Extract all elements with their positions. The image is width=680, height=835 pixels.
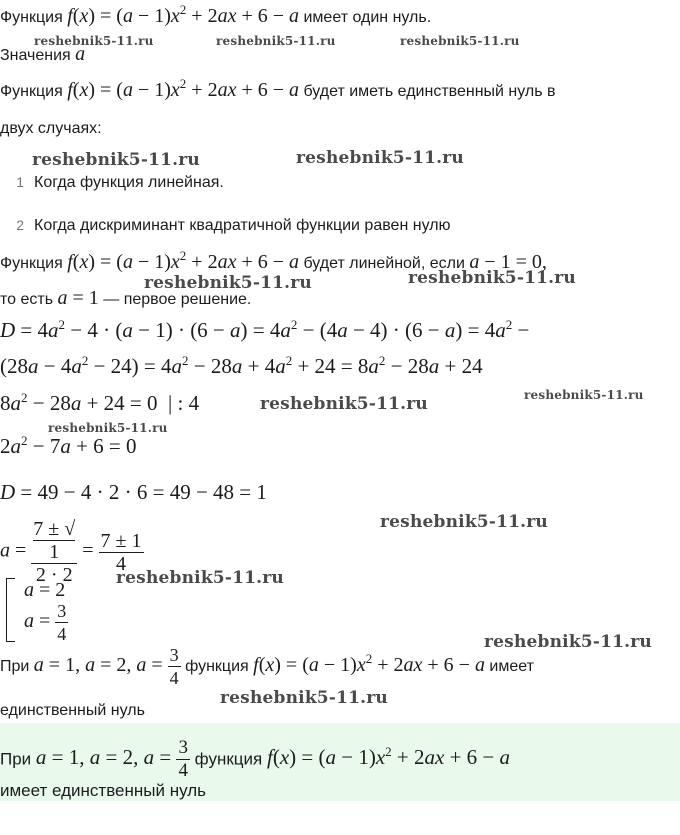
system-bracket (6, 578, 15, 642)
root-1: a = 2 (24, 579, 66, 601)
watermark: reshebnik5-11.ru (220, 688, 388, 708)
watermark: reshebnik5-11.ru (524, 388, 644, 402)
conclusion-line: При a = 1, a = 2, a = $\frac{3}{4}$ функция $f(x) = (a - 1)x^2 + 2ax + 6 - a$ имеет (0, 645, 534, 688)
linear-case-line: Функция $f(x) = (a - 1)x^2 + 2ax + 6 - a$ будет линейной, если a − 1 = 0, (0, 248, 547, 273)
first-solution-line: то есть a = 1 — первое решение. (0, 287, 252, 309)
roots-formula: a = 7 ± √ 1 2 · 2 = $\frac{7 \pm 1}{4}$ (0, 518, 142, 586)
watermark: reshebnik5-11.ru (380, 512, 548, 532)
function-formula: $f(x) = (a - 1)x^2 + 2ax + 6 - a$ (67, 2, 300, 27)
root-2: a = $\frac{3}{4}$ (24, 601, 67, 644)
watermark: reshebnik5-11.ru (296, 148, 464, 168)
watermark: reshebnik5-11.ru (116, 568, 284, 588)
watermark: reshebnik5-11.ru (260, 394, 428, 414)
watermark: reshebnik5-11.ru (144, 273, 312, 293)
cases-intro-line: Функция $f(x) = (a - 1)x^2 + 2ax + 6 - a$ будет иметь единственный нуль в (0, 76, 556, 101)
discriminant-eq-1: $D = 4a^2 - 4 \cdot (a - 1) \cdot (6 - a) = 4a^2 - (4a - 4) \cdot (6 - a) = 4a^2$ − (0, 317, 530, 342)
equation-reduced: $2a^2 - 7a + 6 = 0$ (0, 433, 137, 458)
equation-divide: $8a^2 - 28a + 24 = 0$ | : 4 (0, 390, 200, 415)
watermark: reshebnik5-11.ru (32, 150, 200, 170)
list-item: 2 Когда дискриминант квадратичной функции равен нулю (16, 217, 451, 234)
answer-line-1: При a = 1, a = 2, a = $\frac{3}{4}$ функция $f(x) = (a - 1)x^2 + 2ax + 6 - a$ (0, 737, 511, 781)
answer-line-2: имеет единственный нуль (0, 781, 207, 800)
watermark: reshebnik5-11.ru (216, 34, 336, 48)
values-heading: Значения a (0, 43, 86, 65)
cases-intro-line-2: двух случаях: (0, 120, 102, 137)
watermark: reshebnik5-11.ru (484, 632, 652, 652)
discriminant-eq-2: $(28a - 4a^2 - 24) = 4a^2 - 28a + 4a^2 + 24 = 8a^2 - 28a + 24$ (0, 353, 483, 378)
answer-box (0, 723, 680, 801)
discriminant-value: D = 49 − 4 · 2 · 6 = 49 − 48 = 1 (0, 480, 267, 504)
watermark: reshebnik5-11.ru (400, 34, 520, 48)
watermark: reshebnik5-11.ru (48, 421, 168, 435)
watermark: reshebnik5-11.ru (408, 268, 576, 288)
list-item: 1 Когда функция линейная. (16, 174, 224, 191)
conclusion-line-2: единственный нуль (0, 702, 145, 719)
watermark: reshebnik5-11.ru (34, 34, 154, 48)
statement-line: Функция $f(x) = (a - 1)x^2 + 2ax + 6 - a$ имеет один нуль. (0, 2, 432, 27)
